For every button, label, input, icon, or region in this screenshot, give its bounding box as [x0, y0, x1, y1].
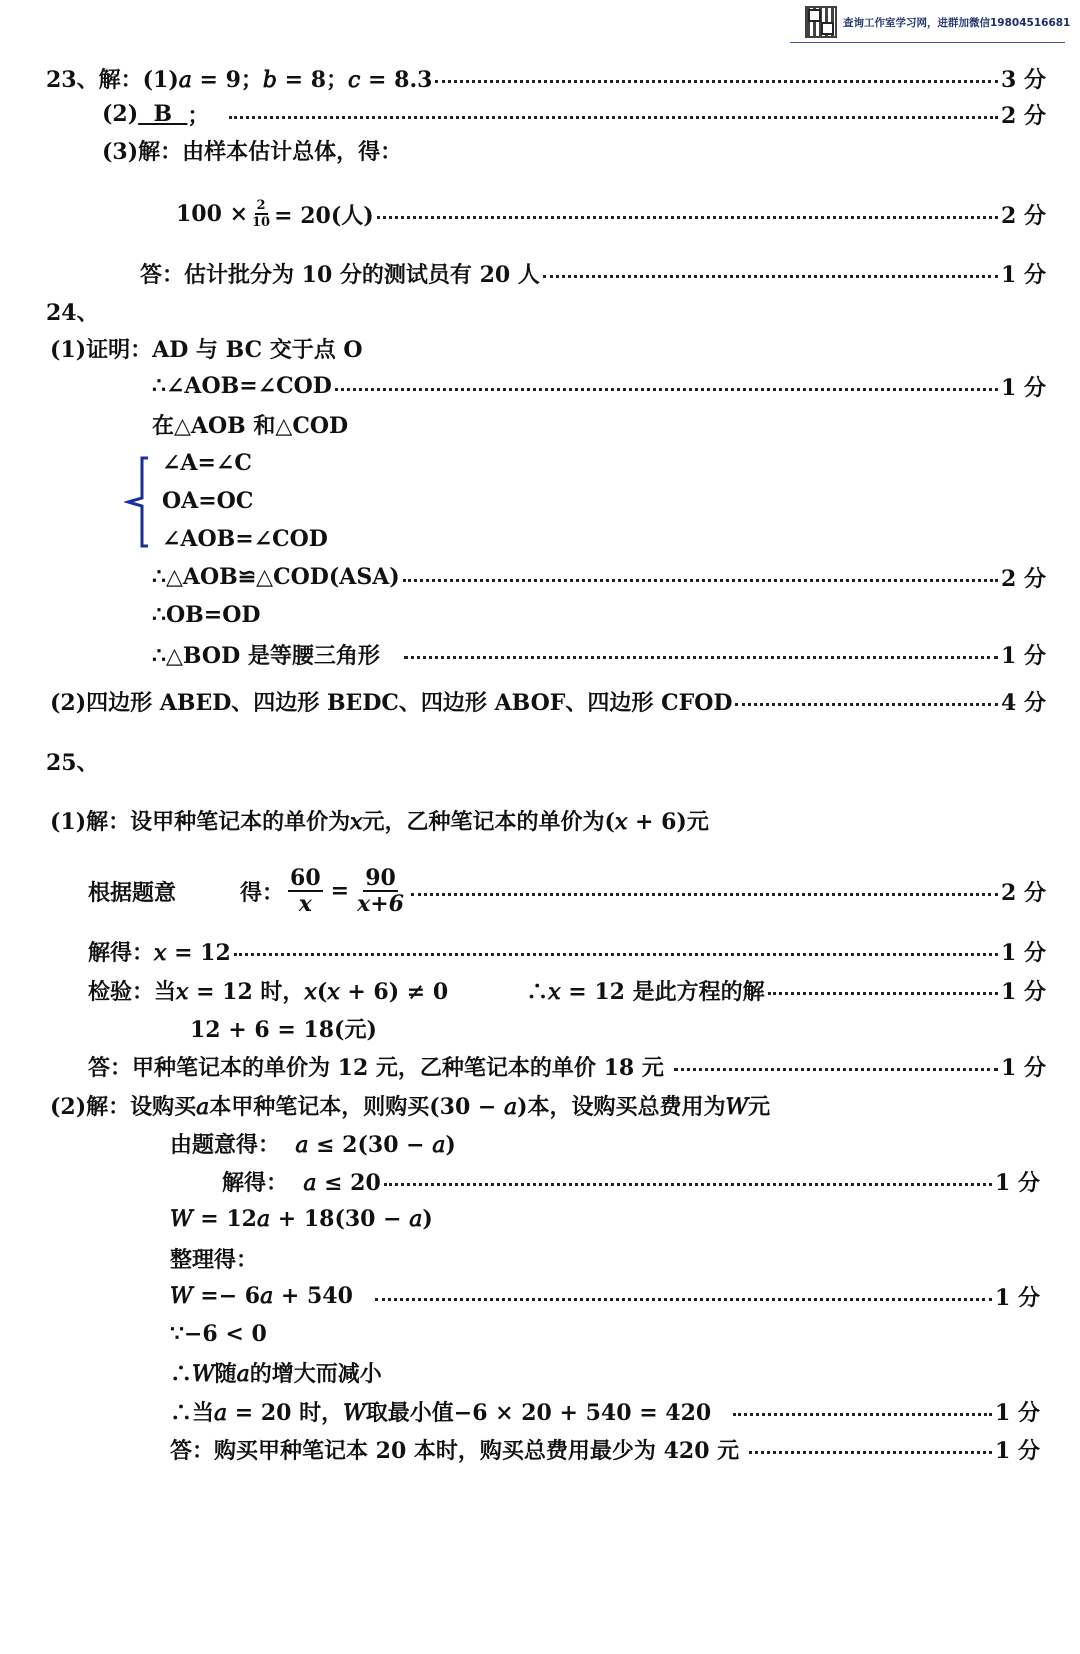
answer-line: 答：估计批分为 10 分的测试员有 20 人 1 分: [140, 255, 1046, 291]
dot-leader: [384, 1183, 992, 1186]
dot-leader: [749, 1451, 992, 1454]
fraction: $\frac{60}{x}$: [290, 865, 321, 917]
answer-line: 在△AOB 和△COD: [152, 412, 349, 439]
header-text: 查询工作室学习网，进群加微信19804516681: [843, 17, 1071, 29]
answer-line: ∴𝑊随𝑎的增大而减小: [170, 1360, 382, 1387]
dot-leader: [735, 703, 998, 706]
dot-leader: [435, 80, 998, 83]
answer-line: ∵−6 < 0: [170, 1321, 267, 1347]
answer-line: 答：甲种笔记本的单价为 12 元，乙种笔记本的单价 18 元 1 分: [88, 1048, 1046, 1084]
score: 4 分: [1001, 689, 1046, 716]
answer-line: 𝑊 =− 6𝑎 + 540 1 分: [170, 1278, 1040, 1314]
dot-leader: [543, 275, 998, 278]
answer-line: 根据题意 得： $\frac{60}{x}$ = $\frac{90}{x+6}$ 2 分: [88, 865, 1046, 917]
answer-line: ∴△BOD 是等腰三角形 1 分: [152, 636, 1046, 672]
dot-leader: [403, 579, 998, 582]
answer-line: 𝑊 = 12𝑎 + 18(30 − 𝑎): [170, 1206, 433, 1232]
dot-leader: [733, 1413, 992, 1416]
answer-line: (1)解：设甲种笔记本的单价为𝑥元，乙种笔记本的单价为(𝑥 + 6)元: [50, 808, 709, 835]
score: 1 分: [995, 1437, 1040, 1464]
answer-line: 100 × $\frac{2}{10}$ = 20(人) 2 分: [176, 198, 1046, 230]
dot-leader: [768, 992, 998, 995]
answer-line: OA=OC: [162, 488, 254, 514]
answer-blank: B: [138, 101, 188, 127]
answer-line: (2)四边形 ABED、四边形 BEDC、四边形 ABOF、四边形 CFOD 4 分: [50, 683, 1046, 719]
dot-leader: [411, 893, 998, 896]
answer-line: ∴OB=OD: [152, 602, 261, 628]
score: 2 分: [1001, 565, 1046, 592]
score: 1 分: [1001, 374, 1046, 401]
score: 1 分: [1001, 642, 1046, 669]
dot-leader: [404, 656, 998, 659]
answer-line: (1)证明：AD 与 BC 交于点 O: [50, 336, 363, 363]
score: 1 分: [995, 1399, 1040, 1426]
answer-line: 检验：当𝑥 = 12 时，𝑥(𝑥 + 6) ≠ 0 ∴𝑥 = 12 是此方程的解 1 分: [88, 972, 1046, 1008]
score: 1 分: [1001, 1054, 1046, 1081]
dot-leader: [377, 216, 998, 219]
answer-line: ∴∠AOB=∠COD 1 分: [152, 368, 1046, 404]
header-divider: [790, 42, 1065, 43]
dot-leader: [674, 1068, 998, 1071]
answer-line: 12 + 6 = 18(元): [190, 1016, 377, 1043]
score: 2 分: [1001, 102, 1046, 129]
score: 1 分: [995, 1284, 1040, 1311]
question-number: 24、: [46, 299, 99, 326]
dot-leader: [335, 388, 998, 391]
answer-line: 解得： 𝑎 ≤ 20 1 分: [222, 1163, 1040, 1199]
answer-line: (2)解：设购买𝑎本甲种笔记本，则购买(30 − 𝑎)本，设购买总费用为𝑊元: [50, 1093, 771, 1120]
score: 1 分: [1001, 939, 1046, 966]
left-brace: [124, 455, 150, 549]
dot-leader: [234, 953, 998, 956]
fraction: $\frac{2}{10}$: [252, 198, 271, 230]
answer-line: (2) B ； 2 分: [102, 96, 1046, 132]
score: 2 分: [1001, 879, 1046, 906]
fraction: $\frac{90}{x+6}$: [357, 865, 404, 917]
answer-line: 由题意得： 𝑎 ≤ 2(30 − 𝑎): [170, 1131, 456, 1158]
qr-code-icon: [805, 6, 837, 38]
dot-leader: [375, 1298, 992, 1301]
score: 1 分: [1001, 261, 1046, 288]
answer-line: (3)解：由样本估计总体，得：: [102, 138, 403, 165]
answer-line: 答：购买甲种笔记本 20 本时，购买总费用最少为 420 元 1 分: [170, 1431, 1040, 1467]
dot-leader: [229, 116, 998, 119]
answer-line: ∴△AOB≌△COD(ASA) 2 分: [152, 559, 1046, 595]
answer-line: 23、解：(1)𝑎 = 9；𝑏 = 8；𝑐 = 8.3 3 分: [46, 60, 1046, 96]
answer-line: ∠A=∠C: [162, 450, 252, 476]
answer-line: 解得：𝑥 = 12 1 分: [88, 933, 1046, 969]
score: 1 分: [1001, 978, 1046, 1005]
score: 3 分: [1001, 66, 1046, 93]
page-header: [805, 4, 1071, 42]
answer-line: ∠AOB=∠COD: [162, 526, 328, 552]
question-number: 25、: [46, 749, 99, 776]
score: 2 分: [1001, 202, 1046, 229]
score: 1 分: [995, 1169, 1040, 1196]
answer-line: ∴当𝑎 = 20 时，𝑊取最小值−6 × 20 + 540 = 420 1 分: [170, 1393, 1040, 1429]
answer-line: 整理得：: [170, 1246, 259, 1273]
